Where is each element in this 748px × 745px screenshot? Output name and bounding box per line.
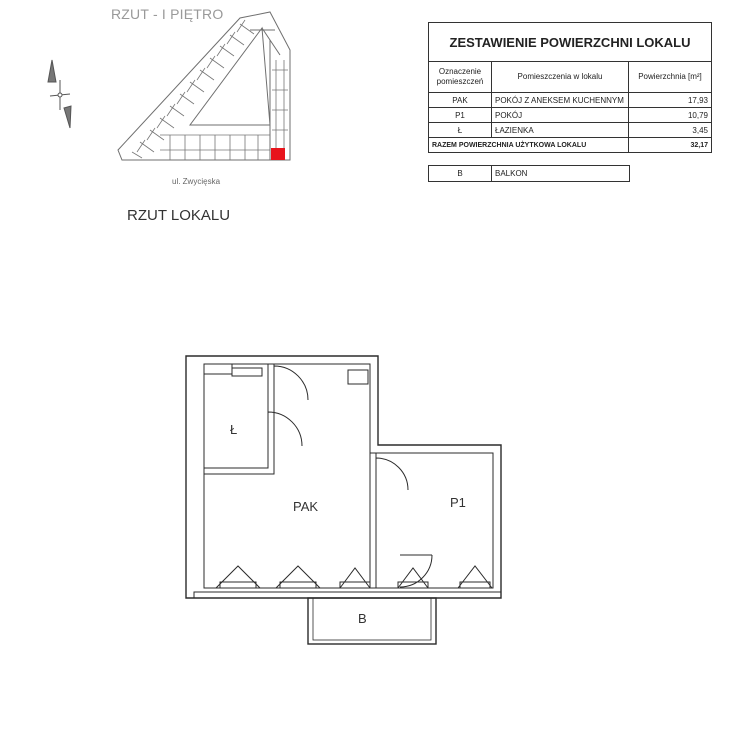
room-area: 17,93 <box>629 93 712 108</box>
unit-plan-title: RZUT LOKALU <box>127 207 231 224</box>
room-name: POKÓJ Z ANEKSEM KUCHENNYM <box>492 93 629 108</box>
balcony-name: BALKON <box>492 166 630 182</box>
room-label-living: PAK <box>293 499 319 514</box>
key-plan-units <box>132 20 288 160</box>
total-value: 32,17 <box>629 138 712 153</box>
total-row <box>429 138 712 153</box>
street-label: ul. Zwycięska <box>172 177 221 186</box>
floor-title: RZUT - I PIĘTRO <box>111 6 224 22</box>
room-code: PAK <box>429 93 492 108</box>
building-key-plan <box>40 10 300 175</box>
floor-plan <box>180 350 520 650</box>
area-summary-table <box>428 22 712 153</box>
room-name: POKÓJ <box>492 108 629 123</box>
unit-location-marker <box>271 148 285 160</box>
north-arrow-icon <box>48 60 71 128</box>
room-label-room: P1 <box>450 495 466 510</box>
table-row <box>429 108 712 123</box>
building-outline <box>118 12 290 160</box>
room-label-bathroom: Ł <box>230 422 238 437</box>
room-area: 10,79 <box>629 108 712 123</box>
col-header-room: Pomieszczenia w lokalu <box>492 62 629 93</box>
room-code: Ł <box>429 123 492 138</box>
col-header-code: Oznaczenie pomieszczeń <box>429 62 492 93</box>
plan-fixtures <box>204 364 492 588</box>
room-area: 3,45 <box>629 123 712 138</box>
table-row <box>429 93 712 108</box>
room-code: P1 <box>429 108 492 123</box>
balcony-outline <box>308 598 436 644</box>
area-table-title: ZESTAWIENIE POWIERZCHNI LOKALU <box>429 23 712 62</box>
plan-walls <box>186 356 501 598</box>
room-name: ŁAZIENKA <box>492 123 629 138</box>
room-label-balcony: B <box>358 611 367 626</box>
total-label: RAZEM POWIERZCHNIA UŻYTKOWA LOKALU <box>429 138 629 153</box>
balcony-table <box>428 165 630 182</box>
col-header-area: Powierzchnia [m²] <box>629 62 712 93</box>
table-row <box>429 123 712 138</box>
balcony-code: B <box>429 166 492 182</box>
